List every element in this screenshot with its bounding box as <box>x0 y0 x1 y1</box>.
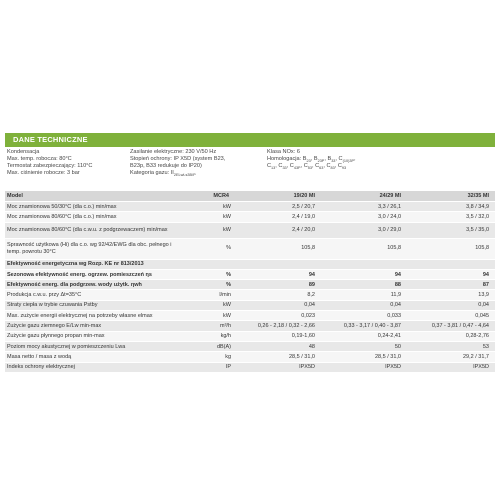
row-value: 0,045 <box>407 311 495 321</box>
row-value: 29,2 / 31,7 <box>407 352 495 362</box>
row-unit: IP <box>183 362 235 372</box>
spec-line-homologation: Homologacja: $B_{23}$, $B_{23P}$, $B_{33}$, $C_{(10)3P}$, <box>267 156 356 164</box>
table-row-section <box>5 259 495 269</box>
row-value: 94 <box>407 269 495 279</box>
table-row <box>5 238 495 259</box>
row-value <box>407 259 495 269</box>
specs-column-2 <box>130 149 265 177</box>
table-row <box>5 321 495 331</box>
table-row <box>5 341 495 351</box>
row-unit: kW <box>183 222 235 238</box>
row-value: 3,3 / 26,1 <box>321 202 407 212</box>
row-value: 13,9 <box>407 290 495 300</box>
row-value <box>235 259 321 269</box>
row-label: Zużycie gazu płynnego propan min-max <box>5 331 183 341</box>
row-value: 0,33 - 3,17 / 0,40 - 3,87 <box>321 321 407 331</box>
spec-line: Max. ciśnienie robocze: 3 bar <box>7 170 80 177</box>
technical-data-sheet <box>5 133 495 372</box>
specs-column-3 <box>267 149 417 170</box>
row-value: 3,5 / 35,0 <box>407 222 495 238</box>
table-row <box>5 290 495 300</box>
row-value: 0,04 <box>321 300 407 310</box>
row-label: Masa netto / masa z wodą <box>5 352 183 362</box>
row-value: 0,04 <box>407 300 495 310</box>
row-value: 28,5 / 31,0 <box>321 352 407 362</box>
row-value: 89 <box>235 280 321 290</box>
row-label: Sprawność użytkowa (Hi) dla c.o. wg 92/42/EWG dla obc. pełnego i temp. powrotu 30°C <box>5 238 183 259</box>
row-value: 88 <box>321 280 407 290</box>
row-value: IPX5D <box>407 362 495 372</box>
row-value: 50 <box>321 341 407 351</box>
row-unit: % <box>183 280 235 290</box>
row-value: 0,24-2,41 <box>321 331 407 341</box>
row-value: 0,26 - 2,18 / 0,32 - 2,66 <box>235 321 321 331</box>
row-value: 105,8 <box>235 238 321 259</box>
header-model: Model <box>5 191 183 202</box>
row-value: 2,4 / 20,0 <box>235 222 321 238</box>
row-label: Straty ciepła w trybie czuwania Pstby <box>5 300 183 310</box>
table-row <box>5 212 495 222</box>
general-specs <box>5 147 495 191</box>
row-value: 3,0 / 29,0 <box>321 222 407 238</box>
row-unit: kW <box>183 311 235 321</box>
row-value: 2,5 / 20,7 <box>235 202 321 212</box>
row-value: 94 <box>235 269 321 279</box>
table-row <box>5 362 495 372</box>
row-unit: % <box>183 269 235 279</box>
table-row <box>5 311 495 321</box>
row-label: Sezonowa efektywność energ. ogrzew. pomieszczeń ηs <box>5 269 183 279</box>
row-unit: l/min <box>183 290 235 300</box>
row-label: Efektywność energ. dla podgrzew. wody użytk. ηwh <box>5 280 183 290</box>
row-label: Moc znamionowa 80/60°C (dla c.o.) min/max <box>5 212 183 222</box>
spec-line: B23p, B33 redukuje do IP20) <box>130 163 202 170</box>
table-row <box>5 202 495 212</box>
row-value: 94 <box>321 269 407 279</box>
row-label: Max. zużycie energii elektrycznej na potrzeby własne elmax <box>5 311 183 321</box>
header-model-1: 19/20 MI <box>235 191 321 202</box>
row-value: 0,04 <box>235 300 321 310</box>
row-value: 105,8 <box>321 238 407 259</box>
row-unit: kW <box>183 202 235 212</box>
spec-line: Zasilanie elektryczne: 230 V/50 Hz <box>130 149 217 155</box>
spec-line: Klasa NOx: 6 <box>267 149 300 155</box>
header-model-2: 24/29 MI <box>321 191 407 202</box>
section-banner: DANE TECHNICZNE <box>5 133 495 147</box>
row-value: 0,37 - 3,81 / 0,47 - 4,64 <box>407 321 495 331</box>
row-value: 0,28-2,76 <box>407 331 495 341</box>
row-value: 0,033 <box>321 311 407 321</box>
row-label: Moc znamionowa 50/30°C (dla c.o.) min/max <box>5 202 183 212</box>
table-row <box>5 222 495 238</box>
row-value: 53 <box>407 341 495 351</box>
row-unit: m³/h <box>183 321 235 331</box>
row-value: IPX5D <box>235 362 321 372</box>
row-value: 105,8 <box>407 238 495 259</box>
table-header-row <box>5 191 495 202</box>
row-unit: kW <box>183 212 235 222</box>
table-row <box>5 352 495 362</box>
row-label: Zużycie gazu ziemnego E/Lw min-max <box>5 321 183 331</box>
row-value: 3,0 / 24,0 <box>321 212 407 222</box>
row-label: Produkcja c.w.u. przy Δt=35°C <box>5 290 183 300</box>
row-unit: kg/h <box>183 331 235 341</box>
row-label: Moc znamionowa 80/60°C (dla c.w.u. z podgrzewaczem) min/max <box>5 222 183 238</box>
header-series: MCR4 <box>183 191 235 202</box>
row-unit: kg <box>183 352 235 362</box>
table-row <box>5 300 495 310</box>
table-row <box>5 331 495 341</box>
row-value: 8,2 <box>235 290 321 300</box>
row-value <box>321 259 407 269</box>
row-unit: dB(A) <box>183 341 235 351</box>
table-row <box>5 280 495 290</box>
spec-line-homologation-cont: $C_{13}$, $C_{33}$, $C_{43P}$, $C_{53}$, $C_{63}$, $C_{83}$, $C_{93}$ <box>267 163 347 171</box>
table-row <box>5 269 495 279</box>
spec-line-gas-category: Kategoria gazu: $II_{2ELwLs3B/P}$ <box>130 170 196 178</box>
row-value: 28,5 / 31,0 <box>235 352 321 362</box>
specs-column-1 <box>7 149 127 177</box>
row-unit <box>183 259 235 269</box>
row-value: 0,19-1,60 <box>235 331 321 341</box>
spec-line: Max. temp. robocza: 80°C <box>7 156 72 163</box>
row-value: 11,9 <box>321 290 407 300</box>
row-unit: kW <box>183 300 235 310</box>
row-label: Poziom mocy akustycznej w pomieszczeniu Lwa <box>5 341 183 351</box>
row-value: 48 <box>235 341 321 351</box>
row-value: 3,5 / 32,0 <box>407 212 495 222</box>
row-value: 87 <box>407 280 495 290</box>
row-value: 2,4 / 19,0 <box>235 212 321 222</box>
spec-line: Stopień ochrony: IP X5D (system B23, <box>130 156 226 163</box>
row-unit: % <box>183 238 235 259</box>
spec-table <box>5 191 495 372</box>
row-label: Efektywność energetyczna wg Rozp. KE nr 813/2013 <box>5 259 183 269</box>
row-value: 0,023 <box>235 311 321 321</box>
row-value: IPX5D <box>321 362 407 372</box>
spec-line: Kondensacja <box>7 149 40 155</box>
row-value: 3,8 / 34,9 <box>407 202 495 212</box>
spec-line: Termostat zabezpieczający: 110°C <box>7 163 93 170</box>
row-label: Indeks ochrony elektrycznej <box>5 362 183 372</box>
header-model-3: 32/35 MI <box>407 191 495 202</box>
